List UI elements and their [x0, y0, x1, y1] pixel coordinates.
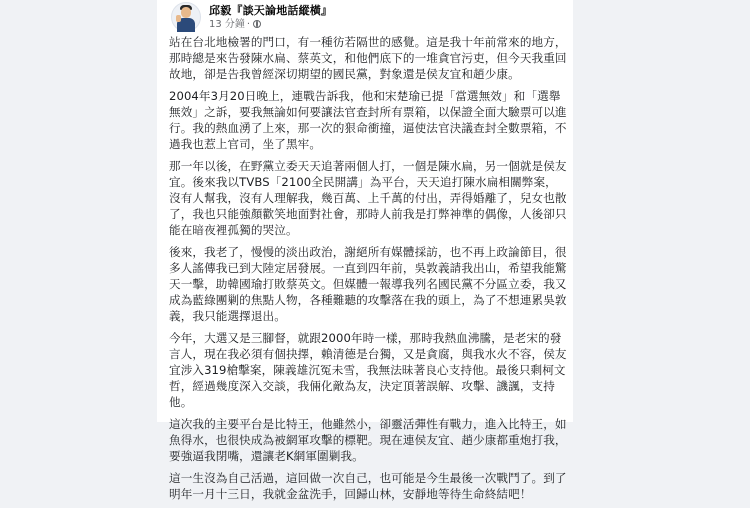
post-header — [171, 2, 332, 32]
post-paragraph: 那一年以後，在野黨立委天天追著兩個人打，一個是陳水扁，另一個就是侯友宜。後來我以TVBS「2100全民開講」為平台，天天追打陳水扁相關弊案，沒有人幫我，沒有人理解我，幾百萬、上千萬的付出，弄得婚離了，兒女也散了，我也只能強顏歡笑地面對社會，那時人前我是打弊神準的偶像，人後卻只能在暗夜裡孤獨的哭泣。 — [169, 159, 567, 237]
meta-separator: · — [246, 18, 251, 30]
avatar-hand — [176, 15, 181, 22]
post-paragraph: 今年，大選又是三腳督，就跟2000年時一樣，那時我熱血沸騰，是老宋的發言人，現在我必須有個抉擇，賴清德是台獨，又是貪腐，與我水火不容，侯友宜涉入319槍擊案，陳義雄沉冤未雪，我無法昧著良心支持他。最後只剩柯文哲，經過幾度深入交談，我倆化敵為友，決定頂著誤解、攻擊、譏諷，支持他。 — [169, 331, 567, 409]
post-paragraph: 站在台北地檢署的門口，有一種彷若隔世的感覺。這是我十年前常來的地方，那時總是來告發陳水扁、蔡英文，和他們底下的一堆貪官污吏，但今天我重回故地，卻是告我曾經深切期望的國民黨，對象還是侯友宜和趙少康。 — [169, 35, 567, 81]
post-meta — [209, 4, 332, 31]
post-subline — [209, 18, 332, 31]
post-paragraph: 後來，我老了，慢慢的淡出政治，謝絕所有媒體採訪，也不再上政論節目，很多人謠傳我已到大陸定居發展。一直到四年前，吳敦義請我出山，希望我能驚天一擊，助韓國瑜打敗蔡英文。但媒體一報導我列名國民黨不分區立委，我又成為藍綠團剿的焦點人物，各種難聽的攻擊落在我的頭上，為了不想連累吳敦義，我只能選擇退出。 — [169, 245, 567, 323]
post-body — [169, 34, 567, 508]
post-paragraph: 這一生沒為自己活過，這回做一次自己，也可能是今生最後一次戰鬥了。到了明年一月十三日，我就金盆洗手，回歸山林，安靜地等待生命終結吧！ — [169, 471, 567, 501]
globe-icon[interactable] — [253, 20, 261, 28]
post-timestamp[interactable]: 13 分鐘 — [209, 18, 245, 30]
author-name[interactable]: 邱毅『談天論地話縱橫』 — [209, 3, 333, 17]
avatar-head — [181, 7, 191, 18]
avatar[interactable] — [171, 2, 201, 32]
post-card — [157, 0, 573, 501]
post-paragraph: 這次我的主要平台是比特王，他雖然小，卻靈活彈性有戰力，進入比特王，如魚得水，也很快成為被網軍攻擊的標靶。現在連侯友宜、趙少康都重炮打我，要強逼我閉嘴，還讓老K網軍圍剿我。 — [169, 417, 567, 463]
post-paragraph: 2004年3月20日晚上，連戰告訴我，他和宋楚瑜已提「當選無效」和「選舉無效」之訴，要我無論如何要讓法官查封所有票箱，以保證全面大驗票可以進行。我的熱血湧了上來，那一次的狠命衝撞，逼使法官決議查封全數票箱，不過我也惹上官司，坐了黑牢。 — [169, 89, 567, 151]
